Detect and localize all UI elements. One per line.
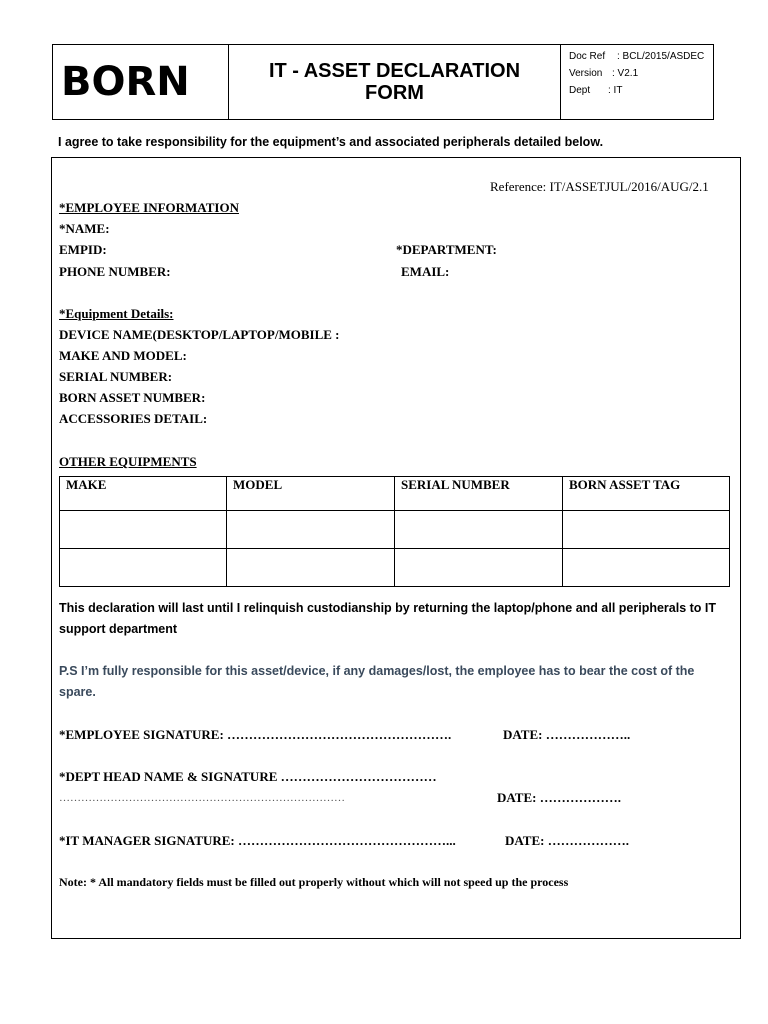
employee-signature-line: *EMPLOYEE SIGNATURE: …………………………………………….	[59, 727, 452, 742]
table-cell[interactable]	[60, 511, 227, 549]
logo-text: BORN	[61, 59, 190, 105]
table-cell[interactable]	[395, 549, 563, 587]
it-manager-date-line: DATE: ……………….	[505, 833, 629, 848]
name-field-label: *NAME:	[59, 221, 110, 236]
accessories-label: ACCESSORIES DETAIL:	[59, 411, 208, 426]
serial-number-label: SERIAL NUMBER:	[59, 369, 173, 384]
col-serial-number: SERIAL NUMBER	[395, 477, 563, 511]
table-cell[interactable]	[227, 549, 395, 587]
col-make: MAKE	[60, 477, 227, 511]
table-cell[interactable]	[227, 511, 395, 549]
asset-number-label: BORN ASSET NUMBER:	[59, 390, 206, 405]
meta-version: Version : V2.1	[569, 68, 639, 79]
table-cell[interactable]	[395, 511, 563, 549]
ps-text: P.S I’m fully responsible for this asset/device, if any damages/lost, the employee has to bear the cost of the spare.	[59, 664, 695, 699]
table-row	[60, 511, 730, 549]
reference-number: Reference: IT/ASSETJUL/2016/AUG/2.1	[490, 179, 709, 194]
make-model-label: MAKE AND MODEL:	[59, 348, 187, 363]
device-name-label: DEVICE NAME(DESKTOP/LAPTOP/MOBILE :	[59, 327, 340, 342]
email-field-label: EMAIL:	[401, 264, 450, 279]
col-born-asset-tag: BORN ASSET TAG	[563, 477, 730, 511]
form-title: IT - ASSET DECLARATION FORM	[268, 60, 521, 104]
equipment-details-heading: *Equipment Details:	[59, 306, 174, 321]
mandatory-fields-note: Note: * All mandatory fields must be filled out properly without which will not speed up the process	[59, 875, 569, 889]
dept-head-dots-line: ……………………………………………………………………	[59, 792, 345, 804]
dept-head-signature-line: *DEPT HEAD NAME & SIGNATURE ………………………………	[59, 769, 437, 784]
phone-field-label: PHONE NUMBER:	[59, 264, 171, 279]
employee-date-line: DATE: ………………..	[503, 727, 631, 742]
meta-dept: Dept : IT	[569, 85, 623, 96]
col-model: MODEL	[227, 477, 395, 511]
table-cell[interactable]	[563, 549, 730, 587]
table-cell[interactable]	[563, 511, 730, 549]
department-field-label: *DEPARTMENT:	[396, 242, 497, 257]
table-cell[interactable]	[60, 549, 227, 587]
table-row	[60, 549, 730, 587]
logo	[53, 45, 229, 119]
document-header	[52, 44, 714, 120]
form-title-cell	[229, 45, 561, 119]
meta-doc-ref: Doc Ref : BCL/2015/ASDEC	[569, 51, 705, 62]
other-equipments-heading: OTHER EQUIPMENTS	[59, 454, 197, 469]
employee-info-heading: *EMPLOYEE INFORMATION	[59, 200, 239, 215]
other-equipments-table	[59, 476, 730, 587]
table-header-row	[60, 477, 730, 511]
intro-statement: I agree to take responsibility for the equipment’s and associated peripherals detailed below.	[58, 135, 604, 149]
dept-head-date-line: DATE: ……………….	[497, 790, 621, 805]
document-meta	[561, 45, 713, 119]
it-manager-signature-line: *IT MANAGER SIGNATURE: …………………………………………...	[59, 833, 456, 848]
form-body	[51, 157, 741, 939]
empid-field-label: EMPID:	[59, 242, 107, 257]
declaration-text: This declaration will last until I relinquish custodianship by returning the laptop/phone and all peripherals to IT support department	[59, 601, 717, 636]
